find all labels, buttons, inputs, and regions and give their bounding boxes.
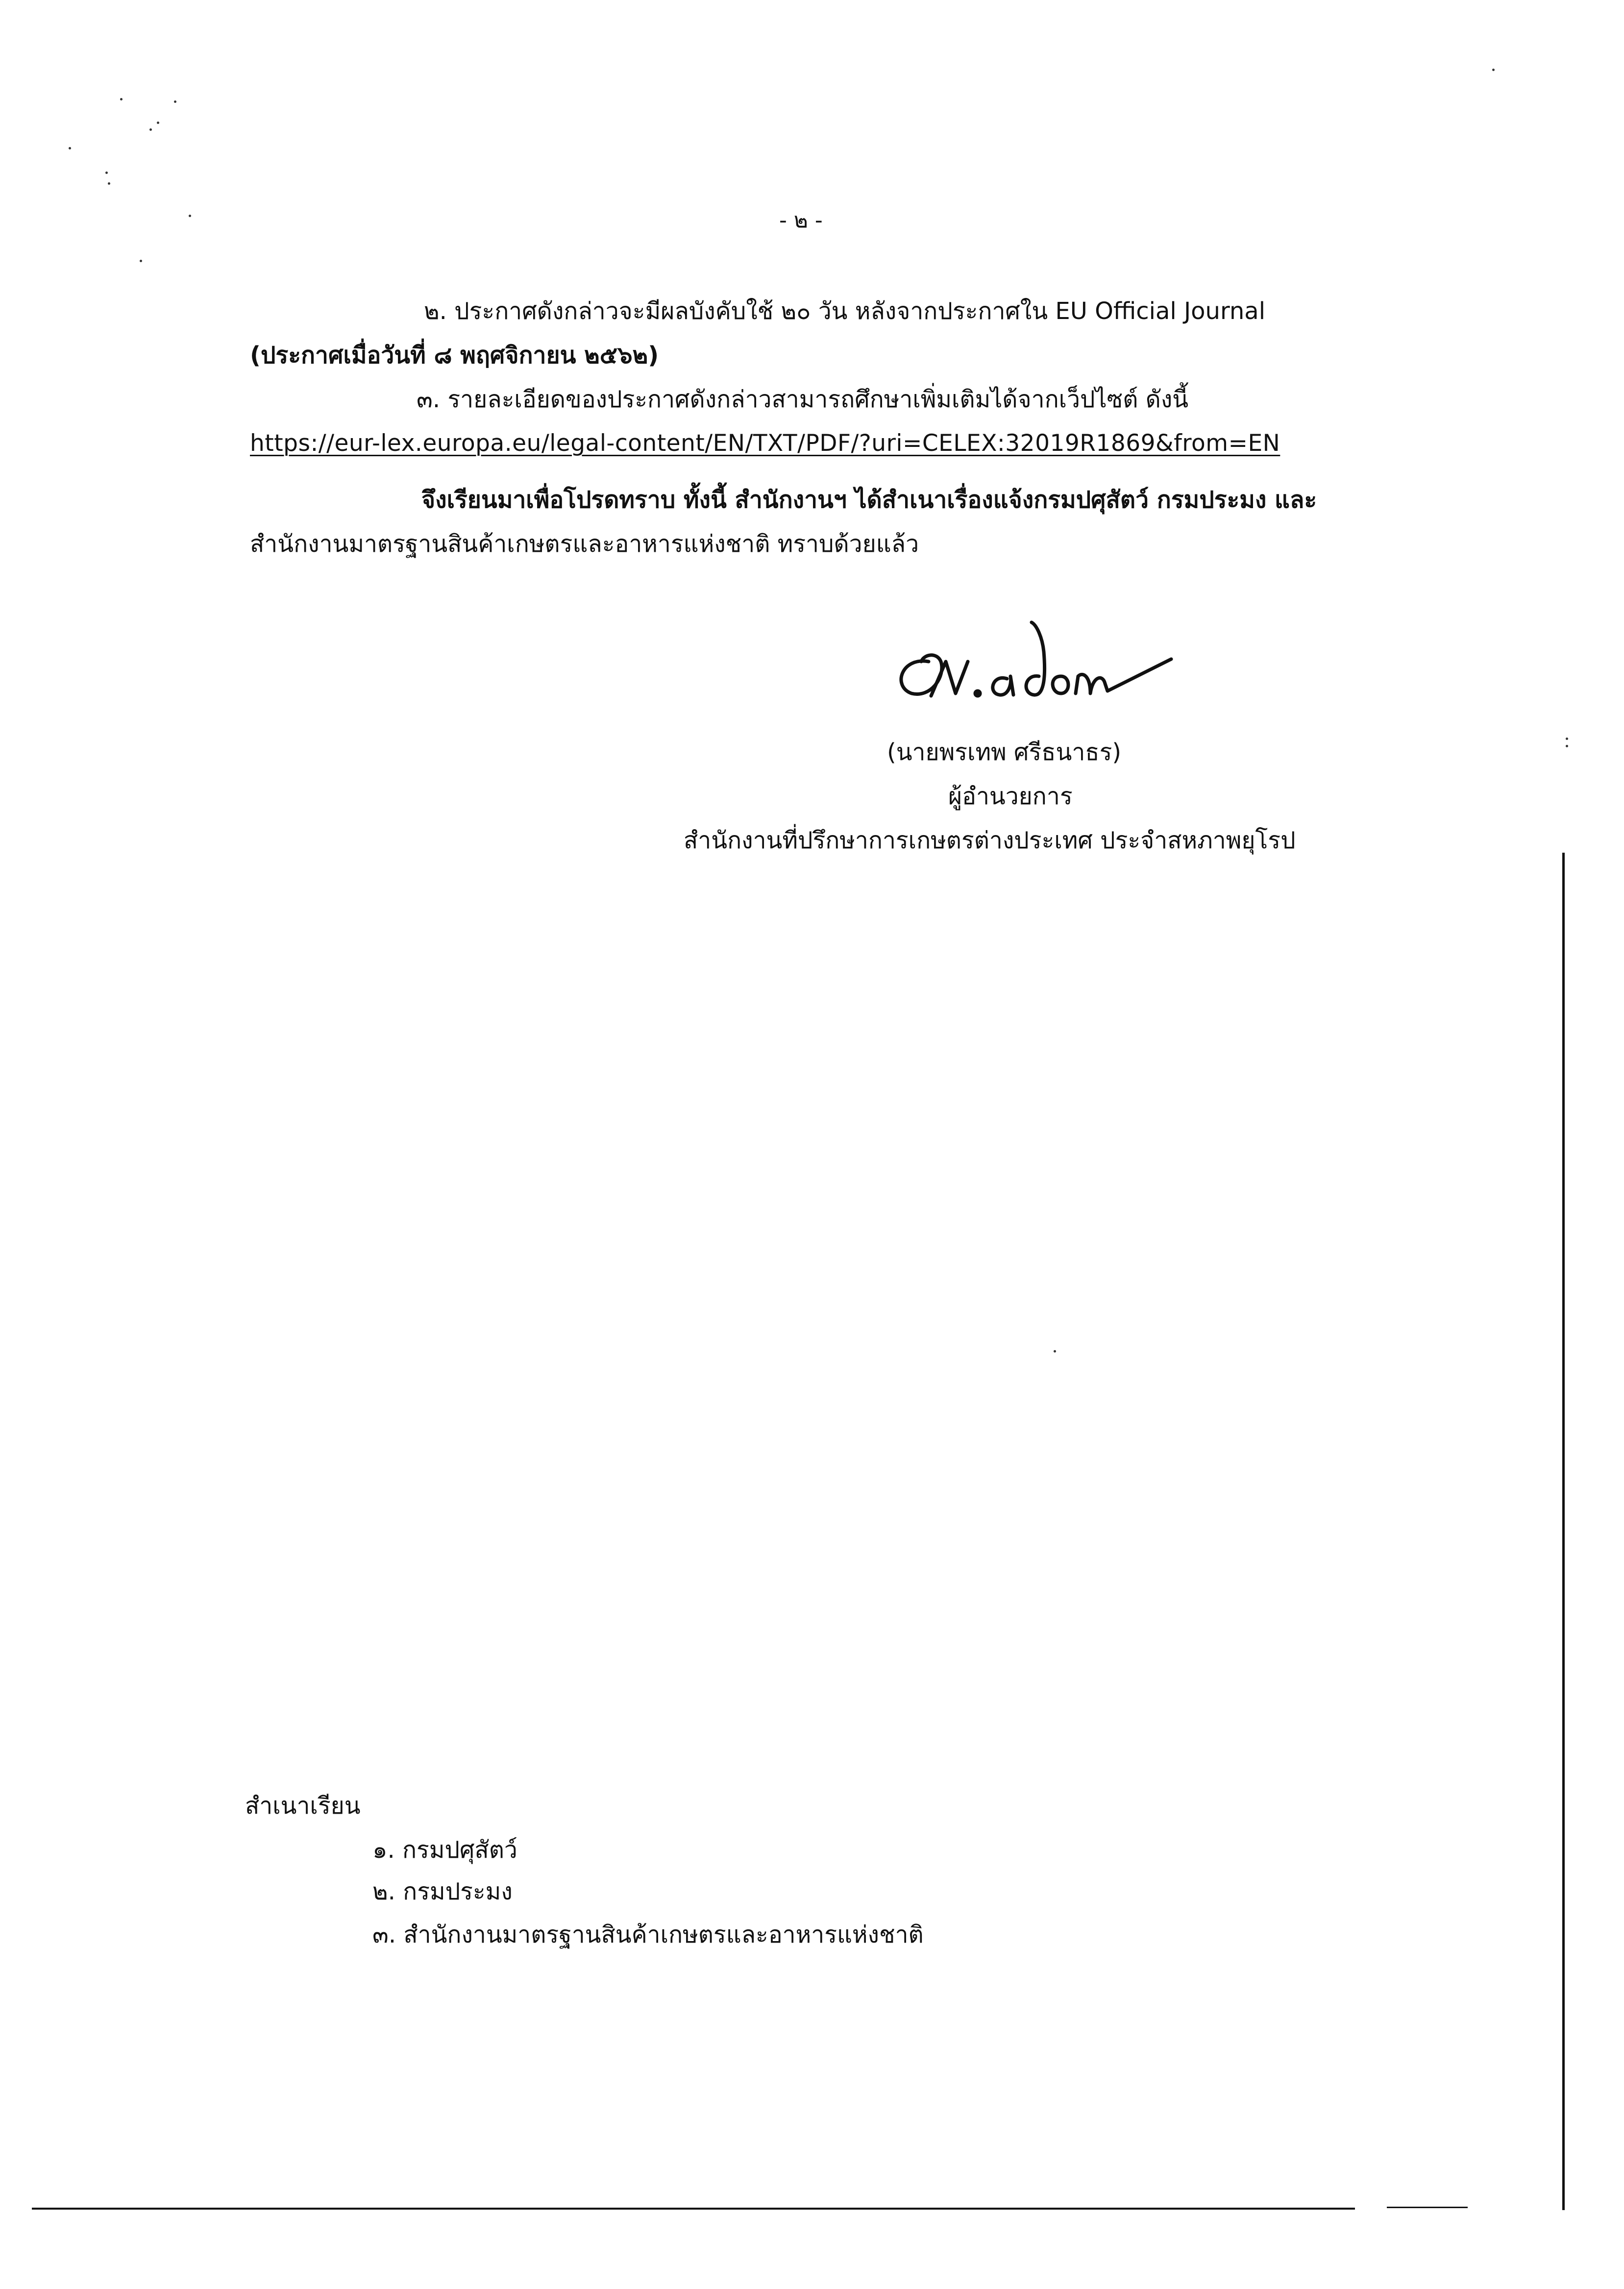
scan-speck [69, 147, 71, 149]
scan-speck [1054, 1350, 1056, 1353]
closing-line-2: สำนักงานมาตรฐานสินค้าเกษตรและอาหารแห่งชาติ ทราบด้วยแล้ว [250, 530, 919, 558]
item-3-line-1: ๓. รายละเอียดของประกาศดังกล่าวสามารถศึกษาเพิ่มเติมได้จากเว็ปไซต์ ดังนี้ [417, 386, 1189, 413]
copy-to-item: ๒. กรมประมง [372, 1878, 513, 1905]
signatory-title: ผู้อำนวยการ [948, 783, 1073, 810]
scan-speck [157, 122, 159, 124]
handwritten-signature [882, 603, 1186, 715]
signature-stroke [931, 662, 968, 696]
footer-rule [32, 2208, 1355, 2210]
copy-to-item: ๑. กรมปศุสัตว์ [372, 1836, 517, 1864]
scan-speck [120, 98, 123, 100]
item-2-line-1: ๒. ประกาศดังกล่าวจะมีผลบังคับใช้ ๒๐ วัน หลังจากประกาศใน EU Official Journal [424, 297, 1266, 325]
item-2-line-2: (ประกาศเมื่อวันที่ ๘ พฤศจิกายน ๒๕๖๒) [250, 342, 659, 369]
scan-speck [108, 182, 110, 185]
signature-stroke [1053, 676, 1068, 693]
scan-edge-vertical [1562, 853, 1565, 2210]
closing-line-1: จึงเรียนมาเพื่อโปรดทราบ ทั้งนี้ สำนักงานฯ ได้สำเนาเรื่องแจ้งกรมปศุสัตว์ กรมประมง และ [421, 486, 1317, 514]
scan-speck [1566, 738, 1568, 740]
signature-stroke [993, 676, 1013, 695]
signatory-office: สำนักงานที่ปรึกษาการเกษตรต่างประเทศ ประจำสหภาพยุโรป [684, 827, 1296, 854]
signatory-name: (นายพรเทพ ศรีธนาธร) [887, 738, 1122, 766]
scan-speck [140, 260, 142, 262]
scan-speck [189, 215, 191, 217]
reference-link[interactable]: https://eur-lex.europa.eu/legal-content/EN/TXT/PDF/?uri=CELEX:32019R1869&from=EN [250, 430, 1280, 457]
copy-to-item: ๓. สำนักงานมาตรฐานสินค้าเกษตรและอาหารแห่งชาติ [372, 1921, 924, 1948]
scan-speck [174, 100, 176, 103]
signature-stroke [1076, 659, 1171, 693]
scan-speck [1566, 745, 1568, 747]
page-number: - ๒ - [779, 208, 823, 233]
scan-speck [105, 172, 108, 174]
signature-stroke [975, 691, 980, 696]
scan-speck [1492, 69, 1495, 71]
signature-stroke [1026, 622, 1045, 695]
scan-speck [149, 128, 152, 131]
footer-rule-right [1387, 2207, 1468, 2208]
copy-to-heading: สำเนาเรียน [245, 1792, 361, 1820]
